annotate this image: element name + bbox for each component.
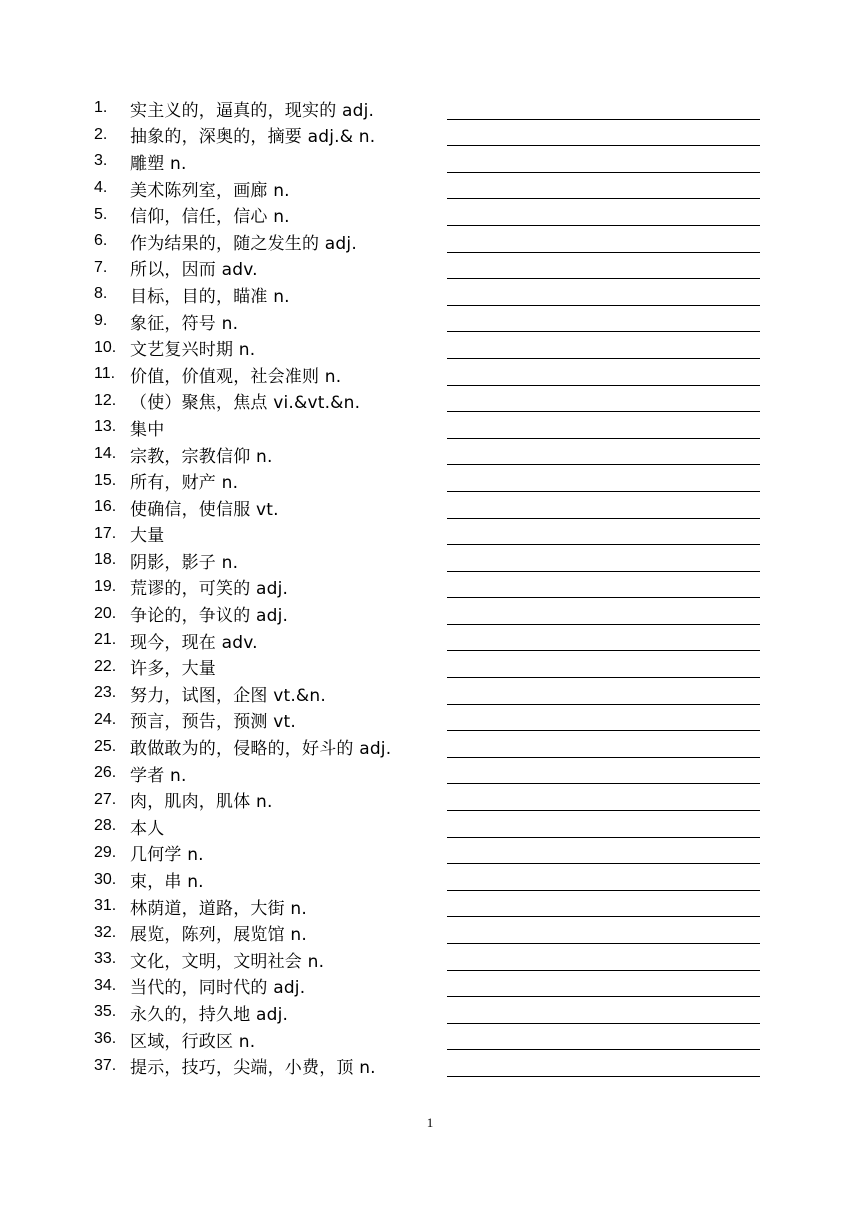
item-number: 25. <box>94 737 117 755</box>
answer-blank-line[interactable] <box>447 411 760 412</box>
item-number: 2. <box>94 125 108 143</box>
answer-blank-line[interactable] <box>447 624 760 625</box>
item-term: 文化，文明，文明社会 n. <box>130 951 325 972</box>
answer-blank-line[interactable] <box>447 491 760 492</box>
vocab-row <box>94 813 760 840</box>
answer-blank-line[interactable] <box>447 305 760 306</box>
item-term: 美术陈列室，画廊 n. <box>130 180 290 201</box>
answer-blank-line[interactable] <box>447 890 760 891</box>
vocab-row <box>94 281 760 308</box>
item-number: 8. <box>94 285 108 303</box>
item-term: 展览，陈列，展览馆 n. <box>130 925 307 946</box>
vocab-row <box>94 95 760 122</box>
item-number: 34. <box>94 976 117 994</box>
vocab-row <box>94 680 760 707</box>
answer-blank-line[interactable] <box>447 252 760 253</box>
item-number: 15. <box>94 471 117 489</box>
item-number: 36. <box>94 1030 117 1048</box>
page-number: 1 <box>426 1115 434 1130</box>
item-number: 26. <box>94 764 117 782</box>
answer-blank-line[interactable] <box>447 916 760 917</box>
item-term: 价值，价值观，社会准则 n. <box>130 366 342 387</box>
item-number: 24. <box>94 710 117 728</box>
vocab-row <box>94 707 760 734</box>
answer-blank-line[interactable] <box>447 278 760 279</box>
item-term: 学者 n. <box>130 765 187 786</box>
item-number: 19. <box>94 577 117 595</box>
item-number: 3. <box>94 152 108 170</box>
vocab-row <box>94 228 760 255</box>
vocab-row <box>94 653 760 680</box>
item-term: （使）聚焦，焦点 vi.&vt.&n. <box>130 393 361 414</box>
vocab-row <box>94 201 760 228</box>
item-number: 17. <box>94 524 117 542</box>
answer-blank-line[interactable] <box>447 704 760 705</box>
vocab-row <box>94 148 760 175</box>
vocab-row <box>94 255 760 282</box>
answer-blank-line[interactable] <box>447 544 760 545</box>
item-term: 信仰，信任，信心 n. <box>130 207 290 228</box>
answer-blank-line[interactable] <box>447 119 760 120</box>
item-number: 7. <box>94 258 108 276</box>
item-number: 32. <box>94 923 117 941</box>
answer-blank-line[interactable] <box>447 650 760 651</box>
item-term: 作为结果的，随之发生的 adj. <box>130 233 357 254</box>
item-number: 12. <box>94 391 117 409</box>
vocab-row <box>94 361 760 388</box>
item-number: 29. <box>94 843 117 861</box>
item-term: 阴影，影子 n. <box>130 552 239 573</box>
item-term: 敢做敢为的，侵略的，好斗的 adj. <box>130 739 392 760</box>
item-term: 文艺复兴时期 n. <box>130 340 256 361</box>
answer-blank-line[interactable] <box>447 331 760 332</box>
item-term: 抽象的，深奥的，摘要 adj.& n. <box>130 127 376 148</box>
answer-blank-line[interactable] <box>447 943 760 944</box>
vocab-row <box>94 733 760 760</box>
answer-blank-line[interactable] <box>447 385 760 386</box>
item-term: 提示，技巧，尖端，小费，顶 n. <box>130 1058 376 1079</box>
vocab-row <box>94 574 760 601</box>
answer-blank-line[interactable] <box>447 172 760 173</box>
item-number: 11. <box>94 365 116 383</box>
vocab-row <box>94 521 760 548</box>
vocab-row <box>94 494 760 521</box>
vocab-row <box>94 999 760 1026</box>
answer-blank-line[interactable] <box>447 518 760 519</box>
item-term: 区域，行政区 n. <box>130 1031 256 1052</box>
answer-blank-line[interactable] <box>447 677 760 678</box>
answer-blank-line[interactable] <box>447 438 760 439</box>
answer-blank-line[interactable] <box>447 225 760 226</box>
item-number: 21. <box>94 631 117 649</box>
item-number: 23. <box>94 684 117 702</box>
answer-blank-line[interactable] <box>447 863 760 864</box>
item-term: 当代的，同时代的 adj. <box>130 978 306 999</box>
item-number: 27. <box>94 790 117 808</box>
vocab-row <box>94 840 760 867</box>
answer-blank-line[interactable] <box>447 757 760 758</box>
vocab-row <box>94 760 760 787</box>
item-number: 18. <box>94 551 117 569</box>
item-term: 努力，试图，企图 vt.&n. <box>130 685 326 706</box>
item-number: 31. <box>94 897 117 915</box>
vocab-row <box>94 467 760 494</box>
answer-blank-line[interactable] <box>447 597 760 598</box>
item-term: 实主义的，逼真的，现实的 adj. <box>130 100 375 121</box>
item-term: 本人 <box>130 818 165 839</box>
item-number: 13. <box>94 418 117 436</box>
item-term: 雕塑 n. <box>130 153 187 174</box>
item-term: 争论的，争议的 adj. <box>130 606 289 627</box>
answer-blank-line[interactable] <box>447 996 760 997</box>
item-number: 6. <box>94 232 108 250</box>
item-term: 永久的，持久地 adj. <box>130 1004 289 1025</box>
vocab-row <box>94 308 760 335</box>
item-term: 肉，肌肉，肌体 n. <box>130 792 273 813</box>
item-term: 许多，大量 <box>130 659 216 680</box>
answer-blank-line[interactable] <box>447 730 760 731</box>
vocab-row <box>94 973 760 1000</box>
item-number: 5. <box>94 205 108 223</box>
vocab-row <box>94 175 760 202</box>
item-term: 目标，目的，瞄准 n. <box>130 286 290 307</box>
vocab-row <box>94 627 760 654</box>
vocab-row <box>94 1052 760 1079</box>
answer-blank-line[interactable] <box>447 783 760 784</box>
answer-blank-line[interactable] <box>447 1049 760 1050</box>
item-number: 28. <box>94 817 117 835</box>
vocab-row <box>94 388 760 415</box>
item-term: 象征，符号 n. <box>130 313 239 334</box>
answer-blank-line[interactable] <box>447 145 760 146</box>
item-term: 现今，现在 adv. <box>130 632 258 653</box>
item-term: 林荫道，道路，大街 n. <box>130 898 307 919</box>
item-term: 荒谬的，可笑的 adj. <box>130 579 289 600</box>
vocab-row <box>94 866 760 893</box>
item-number: 37. <box>94 1056 117 1074</box>
answer-blank-line[interactable] <box>447 464 760 465</box>
answer-blank-line[interactable] <box>447 1023 760 1024</box>
answer-blank-line[interactable] <box>447 1076 760 1077</box>
item-term: 预言，预告，预测 vt. <box>130 712 296 733</box>
item-term: 所以，因而 adv. <box>130 260 258 281</box>
vocab-row <box>94 893 760 920</box>
answer-blank-line[interactable] <box>447 970 760 971</box>
item-number: 22. <box>94 657 117 675</box>
item-term: 大量 <box>130 526 165 547</box>
vocab-row <box>94 441 760 468</box>
item-term: 束，串 n. <box>130 872 204 893</box>
item-term: 所有，财产 n. <box>130 473 239 494</box>
vocab-row <box>94 1026 760 1053</box>
answer-blank-line[interactable] <box>447 198 760 199</box>
item-number: 30. <box>94 870 117 888</box>
vocab-row <box>94 946 760 973</box>
vocab-row <box>94 122 760 149</box>
item-number: 1. <box>94 99 108 117</box>
item-term: 使确信，使信服 vt. <box>130 499 279 520</box>
answer-blank-line[interactable] <box>447 571 760 572</box>
vocab-row <box>94 334 760 361</box>
vocab-row <box>94 547 760 574</box>
vocabulary-worksheet <box>94 95 760 1079</box>
answer-blank-line[interactable] <box>447 810 760 811</box>
item-number: 16. <box>94 498 117 516</box>
item-term: 宗教，宗教信仰 n. <box>130 446 273 467</box>
item-number: 20. <box>94 604 117 622</box>
item-number: 10. <box>94 338 117 356</box>
item-number: 14. <box>94 445 117 463</box>
item-number: 35. <box>94 1003 117 1021</box>
vocab-row <box>94 600 760 627</box>
item-term: 几何学 n. <box>130 845 204 866</box>
item-term: 集中 <box>130 419 165 440</box>
item-number: 9. <box>94 312 108 330</box>
answer-blank-line[interactable] <box>447 837 760 838</box>
vocab-row <box>94 414 760 441</box>
answer-blank-line[interactable] <box>447 358 760 359</box>
item-number: 4. <box>94 179 108 197</box>
item-number: 33. <box>94 950 117 968</box>
vocab-row <box>94 919 760 946</box>
vocab-row <box>94 786 760 813</box>
